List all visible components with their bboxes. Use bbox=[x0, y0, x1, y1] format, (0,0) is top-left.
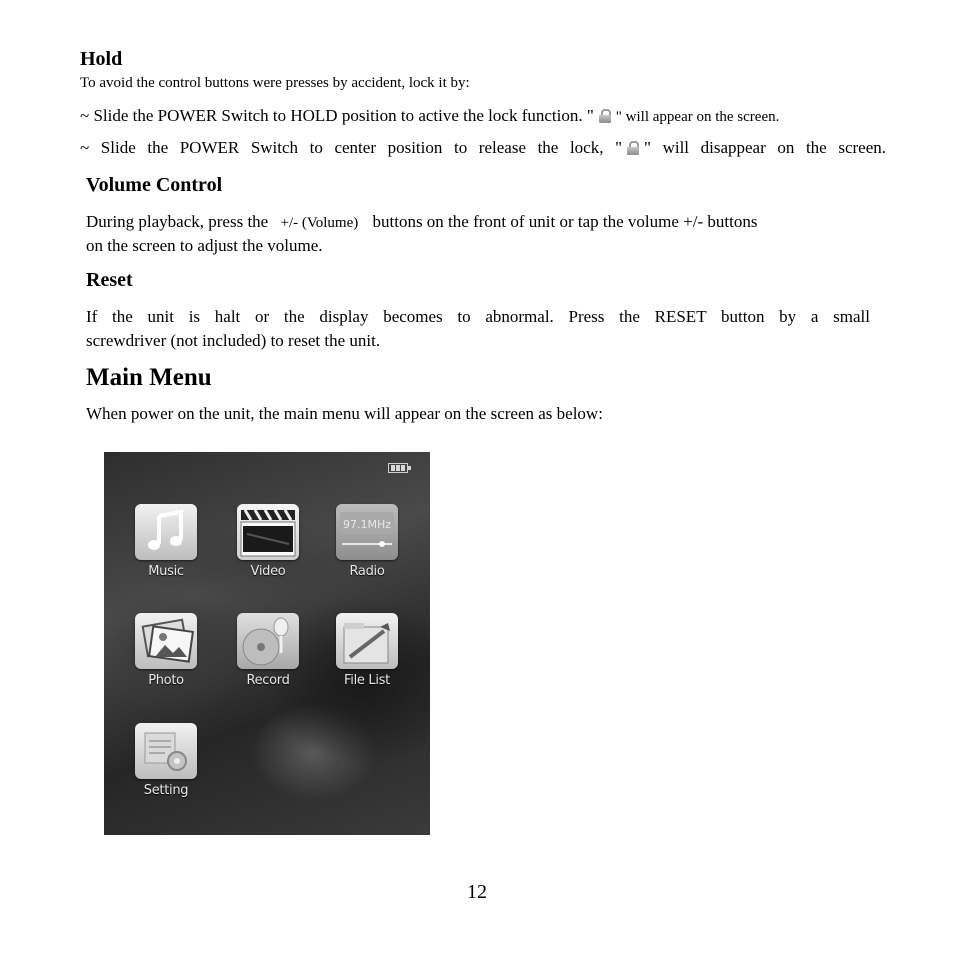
hold-step-unlock-text-b: " will disappear on the bbox=[644, 138, 827, 157]
hold-step-lock-text-b: " will appear on the screen. bbox=[615, 109, 780, 125]
photo-icon bbox=[135, 613, 197, 669]
app-file-list[interactable] bbox=[336, 613, 398, 703]
volume-button-label: +/- (Volume) bbox=[280, 215, 359, 231]
app-record[interactable] bbox=[237, 613, 299, 703]
device-main-menu-screenshot bbox=[104, 452, 430, 835]
lock-icon bbox=[625, 141, 641, 155]
hold-intro: To avoid the control buttons were presses by accident, lock it by: bbox=[80, 75, 470, 91]
reset-heading: Reset bbox=[86, 269, 133, 291]
app-label: Music bbox=[148, 564, 184, 579]
hold-step-lock bbox=[80, 106, 779, 126]
app-music[interactable] bbox=[135, 504, 197, 594]
app-label: Record bbox=[246, 673, 290, 688]
app-label: Setting bbox=[143, 783, 189, 798]
volume-line-1 bbox=[86, 212, 878, 232]
file-list-icon bbox=[336, 613, 398, 669]
radio-frequency-text: 97.1MHz bbox=[342, 518, 392, 531]
setting-icon bbox=[135, 723, 197, 779]
reset-line-2: screwdriver (not included) to reset the unit. bbox=[86, 331, 381, 350]
app-label: File List bbox=[344, 673, 390, 688]
app-radio[interactable] bbox=[336, 504, 398, 594]
music-note-icon bbox=[135, 504, 197, 560]
main-menu-intro: When power on the unit, the main menu will appear on the screen as below: bbox=[86, 404, 603, 423]
app-setting[interactable] bbox=[135, 723, 197, 813]
battery-icon bbox=[388, 463, 408, 473]
app-photo[interactable] bbox=[135, 613, 197, 703]
app-label: Video bbox=[250, 564, 286, 579]
volume-heading: Volume Control bbox=[86, 174, 223, 196]
record-icon bbox=[237, 613, 299, 669]
app-label: Radio bbox=[349, 564, 385, 579]
clapperboard-icon bbox=[237, 504, 299, 560]
hold-step-lock-text-a: ~ Slide the POWER Switch to HOLD position to active the lock function. " bbox=[80, 106, 594, 125]
page-number: 12 bbox=[467, 881, 487, 903]
volume-text-a: During playback, press the bbox=[86, 212, 269, 231]
app-video[interactable] bbox=[237, 504, 299, 594]
lock-icon bbox=[597, 109, 613, 123]
main-menu-heading: Main Menu bbox=[86, 364, 212, 391]
hold-step-unlock-text-c: screen. bbox=[838, 138, 887, 157]
app-label: Photo bbox=[148, 673, 184, 688]
hold-step-unlock bbox=[80, 138, 886, 158]
hold-heading: Hold bbox=[80, 48, 123, 70]
reset-line-1: If the unit is halt or the display becomes to abnormal. Press the RESET button by a small bbox=[86, 307, 870, 326]
volume-line-2: on the screen to adjust the volume. bbox=[86, 236, 323, 255]
hold-step-unlock-text-a: ~ Slide the POWER Switch to center position to release the lock, " bbox=[80, 138, 623, 157]
volume-text-c: buttons on the front of unit or tap the volume +/- buttons bbox=[372, 212, 758, 231]
radio-icon bbox=[336, 504, 398, 560]
